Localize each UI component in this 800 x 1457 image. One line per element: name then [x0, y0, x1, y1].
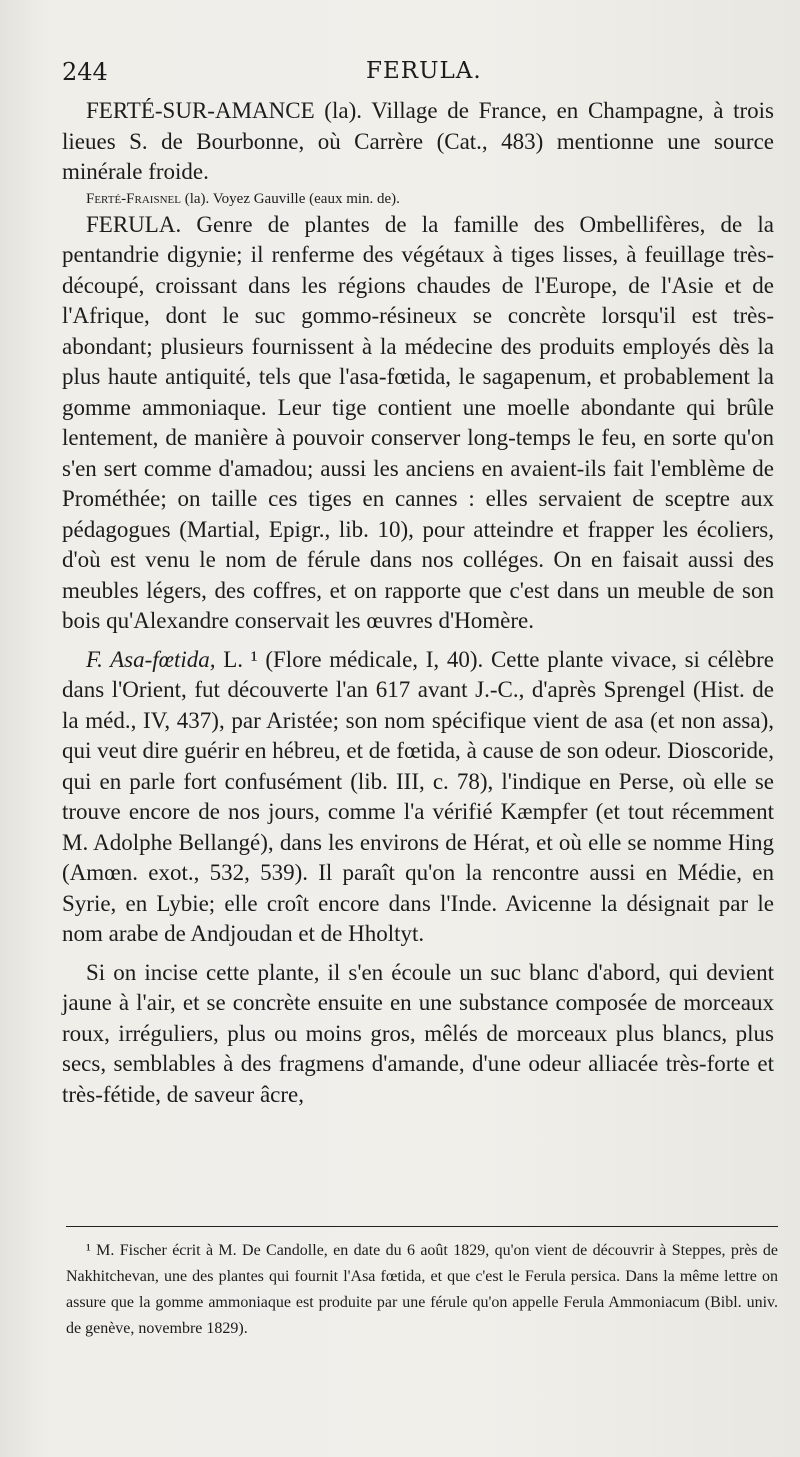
- entry-ferte-sur-amance: [62, 96, 774, 188]
- headword: F. Asa-fœtida,: [86, 646, 216, 672]
- running-head: FERULA.: [366, 58, 482, 84]
- footnote-divider: [66, 1226, 778, 1227]
- headword: FERTÉ-SUR-AMANCE: [86, 98, 315, 123]
- entry-text: Si on incise cette plante, il s'en écoule un suc blanc d'abord, qui devient jaune à l'air, et se concrète ensuite en une substance composée de morceaux roux, irréguliers, plus ou moins gros, mêlés de morceaux plus blancs, plus secs, semblables à des fragmens d'amande, d'une odeur alliacée très-forte et très-fétide, de saveur âcre,: [62, 959, 774, 1107]
- paragraph-incision: [62, 958, 774, 1111]
- entry-text: (la). Village de France, en Champagne, à trois lieues S. de Bourbonne, où Carrère (Cat., 483) mentionne une source minérale froide.: [62, 98, 774, 184]
- entry-ferte-fraisnel: [62, 188, 774, 210]
- entry-asa-foetida: [62, 645, 774, 950]
- entry-text: L. ¹ (Flore médicale, I, 40). Cette plante vivace, si célèbre dans l'Orient, fut découverte l'an 617 avant J.-C., d'après Sprengel (Hist. de la méd., IV, 437), par Aristée; son nom spécifique vient de asa (et non assa), qui veut dire guérir en hébreu, et de fœtida, à cause de son odeur. Dioscoride, qui en parle fort confusément (lib. III, c. 78), l'indique en Perse, où elle se trouve encore de nos jours, comme l'a vérifié Kæmpfer (et tout récemment M. Adolphe Bellangé), dans les environs de Hérat, et où elle se nomme Hing (Amœn. exot., 532, 539). Il paraît qu'on la rencontre aussi en Médie, en Syrie, en Lybie; elle croît encore dans l'Inde. Avicenne la désignait par le nom arabe de Andjoudan et de Hholtyt.: [62, 646, 774, 946]
- page-number: 244: [62, 58, 108, 86]
- entry-text: Genre de plantes de la famille des Ombellifères, de la pentandrie digynie; il renferme des végétaux à tiges lisses, à feuillage très-découpé, croissant dans les régions chaudes de l'Europe, de l'Asie et de l'Afrique, dont le suc gommo-résineux se concrète lorsqu'il est très-abondant; plusieurs fournissent à la médecine des produits employés dès la plus haute antiquité, tels que l'asa-fœtida, le sagapenum, et probablement la gomme ammoniaque. Leur tige contient une moelle abondante qui brûle lentement, de manière à pouvoir conserver long-temps le feu, en sorte qu'on s'en sert comme d'amadou; aussi les anciens en avaient-ils fait l'emblème de Prométhée; on taille ces tiges en cannes : elles servaient de sceptre aux pédagogues (Martial, Epigr., lib. 10), pour atteindre et frapper les écoliers, d'où est venu le nom de férule dans nos colléges. On en faisait aussi des meubles légers, des coffres, et on rapporte que c'est dans un meuble de son bois qu'Alexandre conservait les œuvres d'Homère.: [62, 211, 774, 633]
- headword: Ferté-Fraisnel: [86, 190, 181, 207]
- headword: FERULA.: [86, 211, 182, 237]
- body-text: [62, 96, 774, 1110]
- entry-ferula: [62, 210, 774, 637]
- page-header: [62, 58, 770, 94]
- footnote: ¹ M. Fischer écrit à M. De Candolle, en date du 6 août 1829, qu'on vient de découvrir à Steppes, près de Nakhitchevan, une des plantes qui fournit l'Asa fœtida, et que c'est le Ferula persica. Dans la même lettre on assure que la gomme ammoniaque est produite par une férule qu'on appelle Ferula Ammoniacum (Bibl. univ. de genève, novembre 1829).: [66, 1242, 778, 1337]
- entry-text: (la). Voyez Gauville (eaux min. de).: [180, 190, 400, 207]
